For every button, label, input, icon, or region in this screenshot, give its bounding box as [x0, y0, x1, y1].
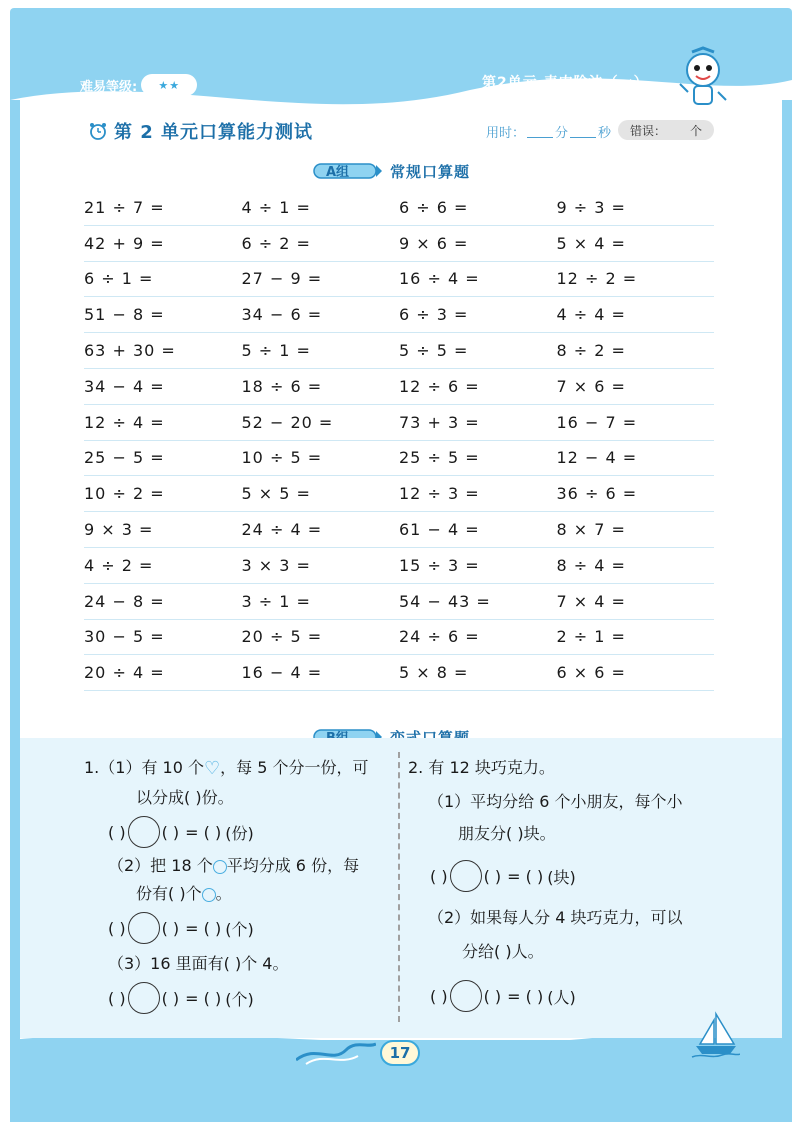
- arithmetic-problem[interactable]: 12 − 4 =: [556, 448, 638, 468]
- arithmetic-problem[interactable]: 18 ÷ 6 =: [241, 376, 323, 396]
- operator-circle[interactable]: [128, 912, 160, 944]
- group-a-header: [312, 160, 470, 182]
- circle-icon: [213, 860, 227, 874]
- arithmetic-problem[interactable]: 12 ÷ 6 =: [399, 376, 480, 396]
- arithmetic-problem[interactable]: 25 − 5 =: [84, 448, 165, 468]
- eq-operand-blank[interactable]: ( ): [430, 986, 448, 1006]
- arithmetic-problem[interactable]: 5 ÷ 1 =: [241, 341, 311, 361]
- seconds-blank[interactable]: [570, 126, 596, 138]
- left-border: [10, 100, 20, 1110]
- eq-result-blank[interactable]: = ( ): [185, 822, 222, 842]
- arithmetic-problem[interactable]: 51 − 8 =: [84, 305, 165, 325]
- q2-equation-2: [430, 980, 576, 1012]
- eq-operand-blank[interactable]: ( ): [161, 918, 180, 938]
- q1-equation-3: [108, 982, 254, 1014]
- operator-circle[interactable]: [450, 980, 482, 1012]
- q1-part2-text-a: （2）把 18 个: [108, 856, 213, 875]
- arithmetic-problem[interactable]: 73 + 3 =: [399, 412, 480, 432]
- arithmetic-problem[interactable]: 20 ÷ 5 =: [241, 627, 323, 647]
- arithmetic-problem[interactable]: 8 ÷ 4 =: [556, 555, 626, 575]
- test-title-row: [88, 118, 313, 144]
- eq-result-blank[interactable]: = ( ): [507, 986, 544, 1006]
- minutes-label: 分: [555, 126, 569, 141]
- problem-row: [84, 190, 714, 226]
- arithmetic-problem[interactable]: 6 ÷ 6 =: [399, 197, 469, 217]
- circle-icon: [202, 888, 216, 902]
- arithmetic-problem[interactable]: 3 ÷ 1 =: [241, 591, 311, 611]
- time-label: 用时：: [486, 126, 526, 141]
- arithmetic-problem[interactable]: 7 × 6 =: [556, 376, 626, 396]
- arithmetic-problem[interactable]: 24 ÷ 4 =: [241, 520, 323, 540]
- q1-part1-text-a: 1.（1）有 10 个: [84, 758, 204, 777]
- sailboat-icon: [690, 1010, 740, 1060]
- eq-result-blank[interactable]: = ( ): [507, 866, 544, 886]
- arithmetic-problem[interactable]: 6 × 6 =: [556, 663, 626, 683]
- arithmetic-problem[interactable]: 4 ÷ 4 =: [556, 305, 626, 325]
- eq-unit: (块): [547, 867, 576, 887]
- problem-row: [84, 369, 714, 405]
- q2-part2-line1: （2）如果每人分 4 块巧克力，可以: [428, 908, 683, 927]
- arithmetic-problem[interactable]: 52 − 20 =: [241, 412, 334, 432]
- q2-part1-line2: 朋友分( )块。: [458, 824, 556, 843]
- problem-row: [84, 584, 714, 620]
- alarm-clock-icon: [88, 121, 108, 141]
- mascot-icon: [668, 46, 738, 116]
- q1-equation-2: [108, 912, 254, 944]
- arithmetic-problem[interactable]: 63 + 30 =: [84, 341, 176, 361]
- eq-unit: (人): [547, 987, 576, 1007]
- wave-splash-icon: [296, 1040, 376, 1066]
- arithmetic-problem[interactable]: 25 ÷ 5 =: [399, 448, 480, 468]
- eq-result-blank[interactable]: = ( ): [185, 988, 222, 1008]
- page-title: 第 2 单元口算能力测试: [114, 122, 314, 143]
- q1-part1-text-b: ，每 5 个分一份，可: [220, 758, 369, 777]
- q1-part2-text-c: 份有( )个: [136, 884, 202, 903]
- seconds-label: 秒: [598, 126, 612, 141]
- arithmetic-problem[interactable]: 16 − 4 =: [241, 663, 323, 683]
- arithmetic-problem[interactable]: 24 ÷ 6 =: [399, 627, 480, 647]
- arithmetic-problem[interactable]: 4 ÷ 1 =: [241, 197, 311, 217]
- arithmetic-problem[interactable]: 54 − 43 =: [399, 591, 491, 611]
- error-label: 错误：: [630, 123, 667, 138]
- arithmetic-problem[interactable]: 6 ÷ 1 =: [84, 269, 154, 289]
- q1-part1-line1: [84, 758, 368, 779]
- operator-circle[interactable]: [128, 816, 160, 848]
- problem-row: [84, 262, 714, 298]
- q2-equation-1: [430, 860, 576, 892]
- arithmetic-problem[interactable]: 2 ÷ 1 =: [556, 627, 626, 647]
- arithmetic-problem[interactable]: 61 − 4 =: [399, 520, 480, 540]
- time-used-field: [486, 122, 611, 141]
- arithmetic-problem[interactable]: 3 × 3 =: [241, 555, 311, 575]
- page-number: 17: [380, 1040, 420, 1066]
- unit-title: 第2单元 表内除法（一）: [482, 75, 649, 91]
- eq-operand-blank[interactable]: ( ): [430, 866, 448, 886]
- eq-operand-blank[interactable]: ( ): [161, 822, 180, 842]
- arithmetic-problem[interactable]: 42 + 9 =: [84, 233, 165, 253]
- arithmetic-problem[interactable]: 30 − 5 =: [84, 627, 165, 647]
- difficulty-stars: ★★: [158, 78, 181, 92]
- q1-part2-text-b: 平均分成 6 份，每: [226, 856, 360, 875]
- q1-part2-text-d: 。: [215, 884, 232, 903]
- arithmetic-problem[interactable]: 5 × 4 =: [556, 233, 626, 253]
- arithmetic-problem[interactable]: 12 ÷ 3 =: [399, 484, 480, 504]
- arithmetic-problem[interactable]: 10 ÷ 2 =: [84, 484, 165, 504]
- eq-operand-blank[interactable]: ( ): [108, 822, 126, 842]
- arithmetic-problem[interactable]: 12 ÷ 2 =: [556, 269, 638, 289]
- arithmetic-problem[interactable]: 9 × 3 =: [84, 520, 154, 540]
- eq-unit: (份): [225, 823, 254, 843]
- q1-part2-line1: [108, 856, 359, 876]
- arithmetic-problem[interactable]: 9 ÷ 3 =: [556, 197, 626, 217]
- arithmetic-problem[interactable]: 34 − 6 =: [241, 305, 323, 325]
- difficulty-label: 难易等级:: [80, 79, 138, 95]
- error-count-field: [618, 120, 714, 140]
- eq-operand-blank[interactable]: ( ): [108, 988, 126, 1008]
- arithmetic-problem[interactable]: 9 × 6 =: [399, 233, 469, 253]
- difficulty-cloud-icon: [141, 74, 197, 96]
- arithmetic-grid: [84, 190, 714, 691]
- arithmetic-problem[interactable]: 7 × 4 =: [556, 591, 626, 611]
- column-divider: [398, 752, 400, 1022]
- operator-circle[interactable]: [450, 860, 482, 892]
- eq-unit: (个): [225, 919, 254, 939]
- eq-result-blank[interactable]: = ( ): [185, 918, 222, 938]
- arithmetic-problem[interactable]: 5 × 5 =: [241, 484, 311, 504]
- q1-part1-line2: 以分成( )份。: [136, 788, 234, 807]
- right-border: [782, 100, 792, 1110]
- arithmetic-problem[interactable]: 12 ÷ 4 =: [84, 412, 165, 432]
- error-unit: 个: [689, 123, 702, 138]
- eq-unit: (个): [225, 989, 254, 1009]
- arithmetic-problem[interactable]: 16 − 7 =: [556, 412, 638, 432]
- arithmetic-problem[interactable]: 8 × 7 =: [556, 520, 626, 540]
- problem-row: [84, 441, 714, 477]
- problem-row: [84, 512, 714, 548]
- problem-row: [84, 476, 714, 512]
- operator-circle[interactable]: [128, 982, 160, 1014]
- heart-icon: ♡: [203, 757, 221, 779]
- problem-row: [84, 655, 714, 691]
- arithmetic-problem[interactable]: 4 ÷ 2 =: [84, 555, 154, 575]
- q1-part2-line2: [136, 884, 232, 904]
- problem-row: [84, 405, 714, 441]
- arithmetic-problem[interactable]: 5 ÷ 5 =: [399, 341, 469, 361]
- arithmetic-problem[interactable]: 5 × 8 =: [399, 663, 469, 683]
- arithmetic-problem[interactable]: 21 ÷ 7 =: [84, 197, 165, 217]
- minutes-blank[interactable]: [527, 126, 553, 138]
- group-a-label: 常规口算题: [390, 162, 471, 181]
- q2-stem: 2. 有 12 块巧克力。: [408, 758, 555, 777]
- arithmetic-problem[interactable]: 36 ÷ 6 =: [556, 484, 638, 504]
- eq-operand-blank[interactable]: ( ): [161, 988, 180, 1008]
- arithmetic-problem[interactable]: 16 ÷ 4 =: [399, 269, 480, 289]
- arithmetic-problem[interactable]: 27 − 9 =: [241, 269, 323, 289]
- arithmetic-problem[interactable]: 20 ÷ 4 =: [84, 663, 165, 683]
- difficulty-indicator: [80, 74, 197, 96]
- eq-operand-blank[interactable]: ( ): [483, 986, 502, 1006]
- q2-part1-line1: （1）平均分给 6 个小朋友，每个小: [428, 792, 683, 811]
- eq-operand-blank[interactable]: ( ): [108, 918, 126, 938]
- arithmetic-problem[interactable]: 6 ÷ 3 =: [399, 305, 469, 325]
- arithmetic-problem[interactable]: 15 ÷ 3 =: [399, 555, 480, 575]
- group-a-pencil-badge: [312, 160, 382, 182]
- arithmetic-problem[interactable]: 10 ÷ 5 =: [241, 448, 323, 468]
- arithmetic-problem[interactable]: 34 − 4 =: [84, 376, 165, 396]
- q1-equation-1: [108, 816, 254, 848]
- problem-row: [84, 620, 714, 656]
- arithmetic-problem[interactable]: 24 − 8 =: [84, 591, 165, 611]
- arithmetic-problem[interactable]: 8 ÷ 2 =: [556, 341, 626, 361]
- problem-row: [84, 333, 714, 369]
- q1-part3-line: （3）16 里面有( )个 4。: [108, 954, 289, 973]
- group-a-badge-text: A组: [326, 165, 350, 180]
- q2-part2-line2: 分给( )人。: [462, 942, 544, 961]
- problem-row: [84, 548, 714, 584]
- eq-operand-blank[interactable]: ( ): [483, 866, 502, 886]
- problem-row: [84, 297, 714, 333]
- arithmetic-problem[interactable]: 6 ÷ 2 =: [241, 233, 311, 253]
- problem-row: [84, 226, 714, 262]
